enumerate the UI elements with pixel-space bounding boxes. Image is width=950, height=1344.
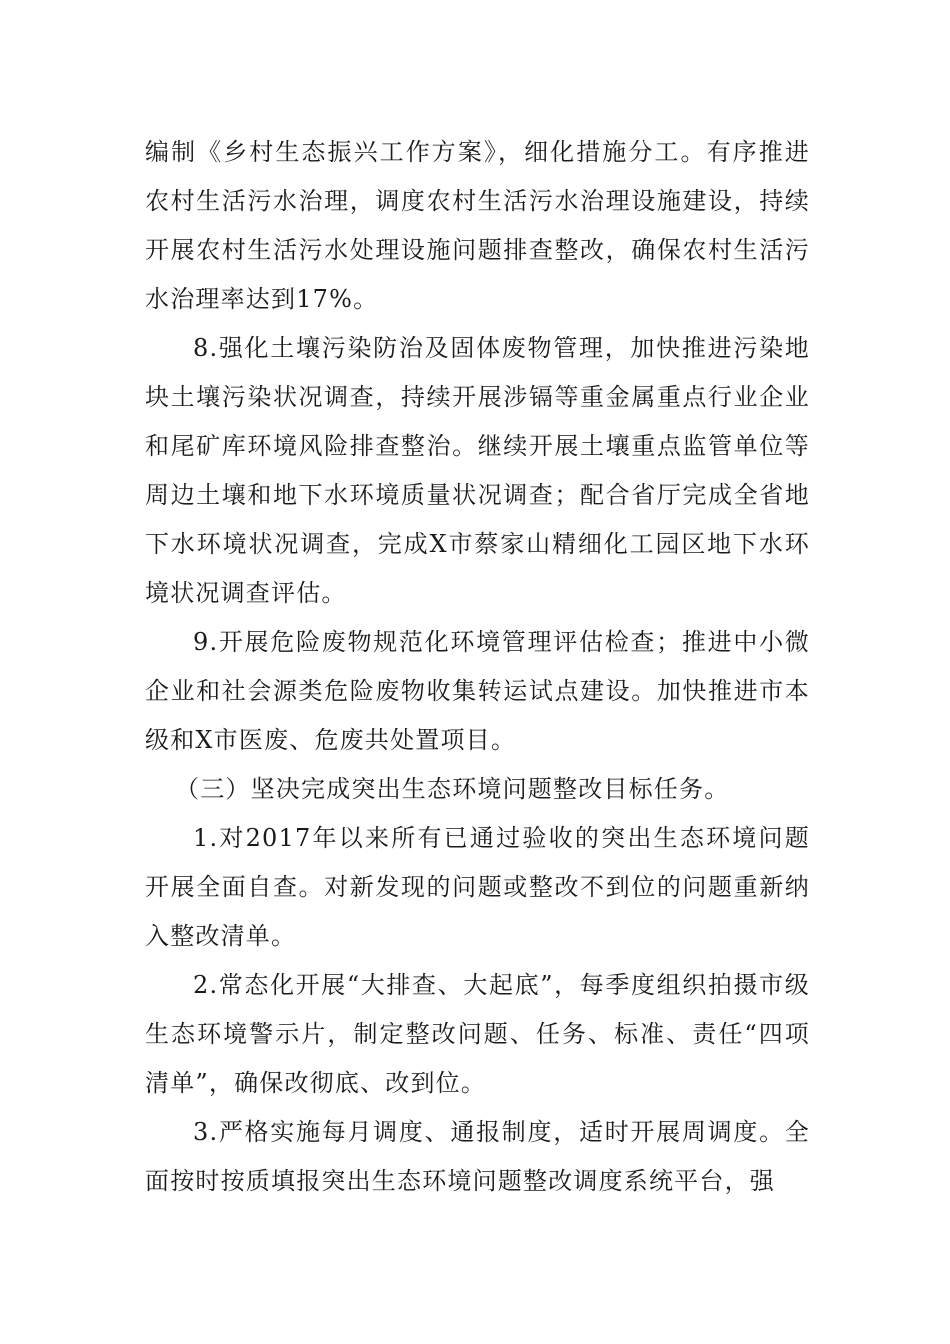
paragraph-item-1: 1.对2017年以来所有已通过验收的突出生态环境问题开展全面自查。对新发现的问题或整改不到位的问题重新纳入整改清单。 [145,824,810,950]
document-body [145,128,810,1206]
paragraph-rural-sewage: 编制《乡村生态振兴工作方案》，细化措施分工。有序推进农村生活污水治理，调度农村生活污水治理设施建设，持续开展农村生活污水处理设施问题排查整改，确保农村生活污水治理率达到17%。 [145,138,810,313]
section-heading-3: （三）坚决完成突出生态环境问题整改目标任务。 [175,775,730,803]
paragraph-item-9: 9.开展危险废物规范化环境管理评估检查；推进中小微企业和社会源类危险废物收集转运试点建设。加快推进市本级和X市医废、危废共处置项目。 [145,628,810,754]
paragraph-item-8: 8.强化土壤污染防治及固体废物管理，加快推进污染地块土壤污染状况调查，持续开展涉镉等重金属重点行业企业和尾矿库环境风险排查整治。继续开展土壤重点监管单位等周边土壤和地下水环境质量状况调查；配合省厅完成全省地下水环境状况调查，完成X市蔡家山精细化工园区地下水环境状况调查评估。 [145,334,810,607]
paragraph-item-3: 3.严格实施每月调度、通报制度，适时开展周调度。全面按时按质填报突出生态环境问题整改调度系统平台，强 [145,1118,810,1195]
paragraph-item-2: 2.常态化开展“大排查、大起底”，每季度组织拍摄市级生态环境警示片，制定整改问题、任务、标准、责任“四项清单”，确保改彻底、改到位。 [145,971,810,1097]
